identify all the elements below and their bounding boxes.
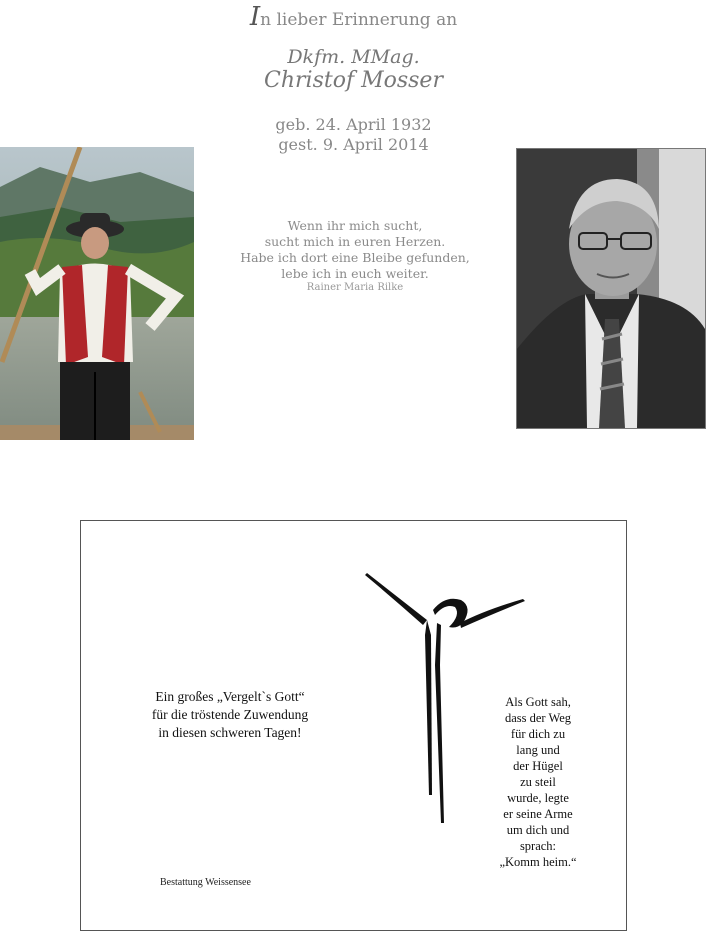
intro-drop-letter: I (249, 2, 261, 32)
deceased-name: Christof Mosser (264, 68, 443, 93)
birth-date: geb. 24. April 1932 (275, 115, 432, 134)
intro-line (0, 2, 707, 32)
card-thanks-line: Ein großes „Vergelt`s Gott“ (155, 689, 305, 704)
poem-line: lebe ich in euch weiter. (281, 266, 429, 281)
poem-line: Wenn ihr mich sucht, (287, 218, 423, 233)
card-thanks-text (110, 688, 350, 742)
photo-portrait (516, 148, 706, 429)
card-thanks-line: für die tröstende Zuwendung (151, 707, 309, 722)
poem (220, 218, 490, 282)
death-date: gest. 9. April 2014 (278, 135, 429, 154)
card-verse-line: der Hügel (513, 759, 563, 773)
card-verse-line: lang und (516, 743, 560, 757)
poem-line: sucht mich in euren Herzen. (264, 234, 446, 249)
academic-title: Dkfm. MMag. (287, 46, 420, 68)
card-verse-text (478, 694, 598, 870)
photo-portrait-image (517, 149, 705, 428)
intro-text: n lieber Erinnerung an (260, 10, 458, 30)
card-verse-line: für dich zu (510, 727, 566, 741)
card-verse-line: sprach: (519, 839, 557, 853)
card-thanks-line: in diesen schweren Tagen! (158, 725, 302, 740)
poem-author: Rainer Maria Rilke (306, 282, 404, 293)
poem-line: Habe ich dort eine Bleibe gefunden, (240, 250, 470, 265)
card-verse-line: zu steil (520, 775, 556, 789)
photo-traditional-costume (0, 147, 194, 440)
funeral-home-name: Bestattung Weissensee (160, 877, 251, 888)
card-verse-line: Als Gott sah, (505, 695, 571, 709)
photo-traditional-costume-image (0, 147, 194, 440)
card-verse-line: „Komm heim.“ (499, 855, 577, 869)
card-verse-line: wurde, legte (507, 791, 569, 805)
card-verse-line: er seine Arme (503, 807, 573, 821)
card-verse-line: um dich und (506, 823, 570, 837)
card-verse-line: dass der Weg (504, 711, 572, 725)
